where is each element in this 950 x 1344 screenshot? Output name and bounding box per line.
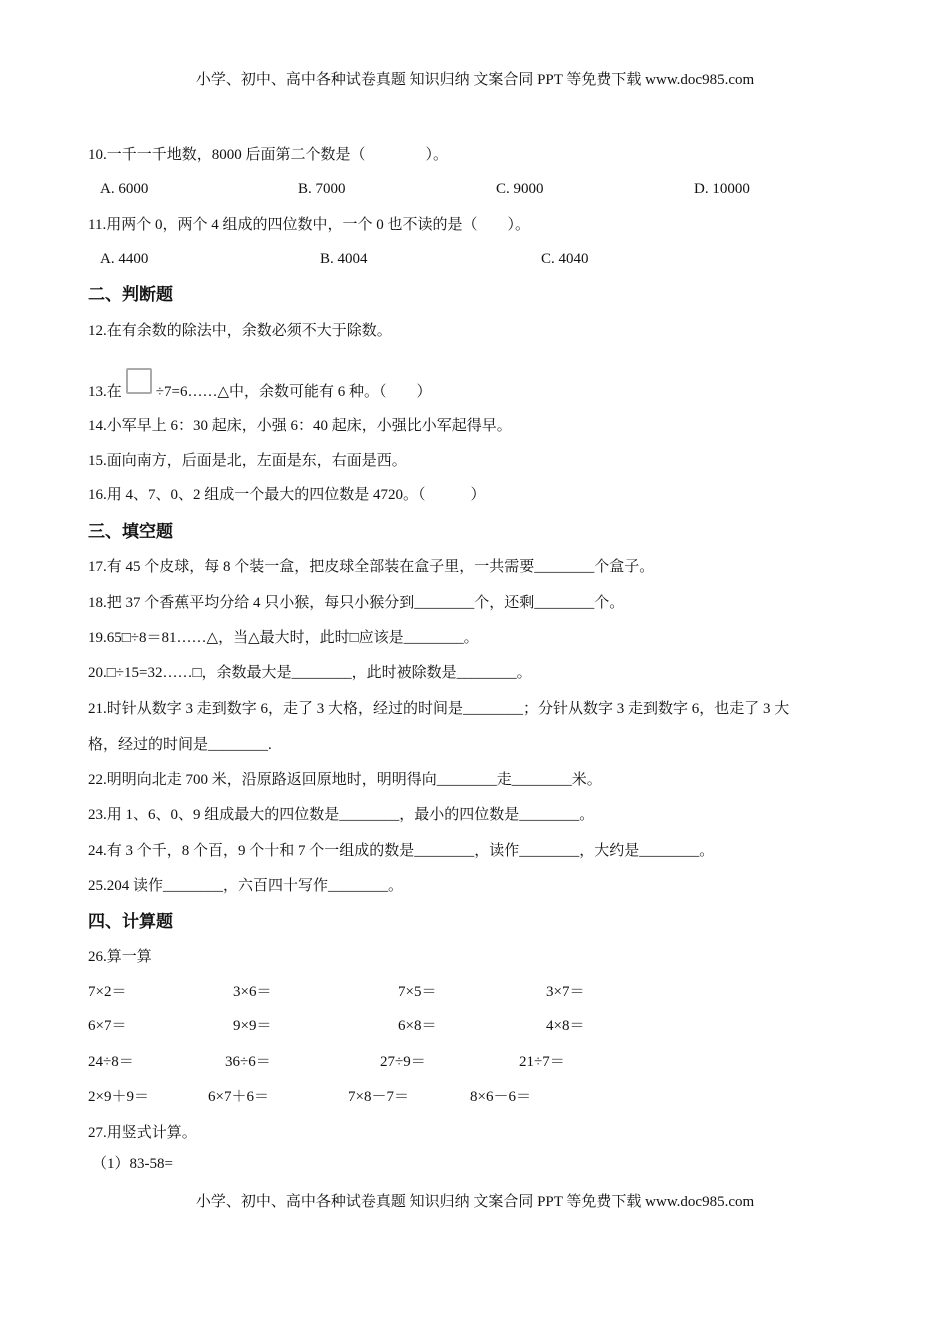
calc-item: 4×8＝ (546, 1018, 585, 1034)
question-27: 27.用竖式计算。 (88, 1125, 197, 1141)
section-heading-3: 三、填空题 (88, 522, 173, 542)
question-21-cont: 格，经过的时间是________. (88, 737, 272, 753)
page-header: 小学、初中、高中各种试卷真题 知识归纳 文案合同 PPT 等免费下载 www.doc985.com (195, 72, 755, 88)
question-25: 25.204 读作________，六百四十写作________。 (88, 878, 404, 894)
calc-item: 9×9＝ (233, 1018, 272, 1034)
calc-item: 6×7＝ (88, 1018, 127, 1034)
question-19: 19.65□÷8＝81……△，当△最大时，此时□应该是________。 (88, 630, 479, 646)
question-15: 15.面向南方，后面是北，左面是东，右面是西。 (88, 453, 407, 469)
section-heading-2: 二、判断题 (88, 285, 173, 305)
page-footer: 小学、初中、高中各种试卷真题 知识归纳 文案合同 PPT 等免费下载 www.doc985.com (195, 1194, 755, 1210)
question-18: 18.把 37 个香蕉平均分给 4 只小猴，每只小猴分到________个，还剩________个。 (88, 595, 625, 611)
question-23: 23.用 1、6、0、9 组成最大的四位数是________，最小的四位数是________。 (88, 807, 595, 823)
question-22: 22.明明向北走 700 米，沿原路返回原地时，明明得向________走________米。 (88, 772, 602, 788)
q10-option-c: C. 9000 (496, 181, 544, 197)
question-11: 11.用两个 0，两个 4 组成的四位数中，一个 0 也不读的是（ ）。 (88, 217, 530, 233)
calc-item: 36÷6＝ (225, 1054, 271, 1070)
question-17: 17.有 45 个皮球，每 8 个装一盒，把皮球全部装在盒子里，一共需要________个盒子。 (88, 559, 655, 575)
question-26: 26.算一算 (88, 949, 152, 965)
calc-item: 27÷9＝ (380, 1054, 426, 1070)
q13-suffix: ÷7=6……△中，余数可能有 6 种。（ ） (155, 384, 432, 400)
blank-box-icon (126, 368, 152, 394)
calc-item: 21÷7＝ (519, 1054, 565, 1070)
q13-prefix: 13.在 (88, 384, 122, 400)
calc-item: 24÷8＝ (88, 1054, 134, 1070)
question-27-1: （1）83-58= (92, 1156, 173, 1172)
calc-item: 7×2＝ (88, 984, 127, 1000)
question-10: 10.一千一千地数，8000 后面第二个数是（ ）。 (88, 147, 449, 163)
calc-item: 3×7＝ (546, 984, 585, 1000)
question-12: 12.在有余数的除法中，余数必须不大于除数。 (88, 323, 392, 339)
question-20: 20.□÷15=32……□，余数最大是________，此时被除数是________。 (88, 665, 532, 681)
q10-option-b: B. 7000 (298, 181, 346, 197)
question-24: 24.有 3 个千，8 个百，9 个十和 7 个一组成的数是________，读作________，大约是________。 (88, 843, 715, 859)
calc-item: 6×7＋6＝ (208, 1089, 269, 1105)
calc-item: 7×5＝ (398, 984, 437, 1000)
calc-item: 3×6＝ (233, 984, 272, 1000)
calc-item: 6×8＝ (398, 1018, 437, 1034)
question-13 (88, 368, 432, 402)
q11-option-c: C. 4040 (541, 251, 589, 267)
question-16: 16.用 4、7、0、2 组成一个最大的四位数是 4720。（ ） (88, 487, 486, 503)
calc-item: 2×9＋9＝ (88, 1089, 149, 1105)
section-heading-4: 四、计算题 (88, 912, 173, 932)
calc-item: 7×8－7＝ (348, 1089, 409, 1105)
q10-option-a: A. 6000 (100, 181, 149, 197)
q10-option-d: D. 10000 (694, 181, 750, 197)
q11-option-a: A. 4400 (100, 251, 149, 267)
q11-option-b: B. 4004 (320, 251, 368, 267)
question-14: 14.小军早上 6：30 起床，小强 6：40 起床，小强比小军起得早。 (88, 418, 512, 434)
question-21: 21.时针从数字 3 走到数字 6，走了 3 大格，经过的时间是________；分针从数字 3 走到数字 6，也走了 3 大 (88, 701, 790, 717)
calc-item: 8×6－6＝ (470, 1089, 531, 1105)
